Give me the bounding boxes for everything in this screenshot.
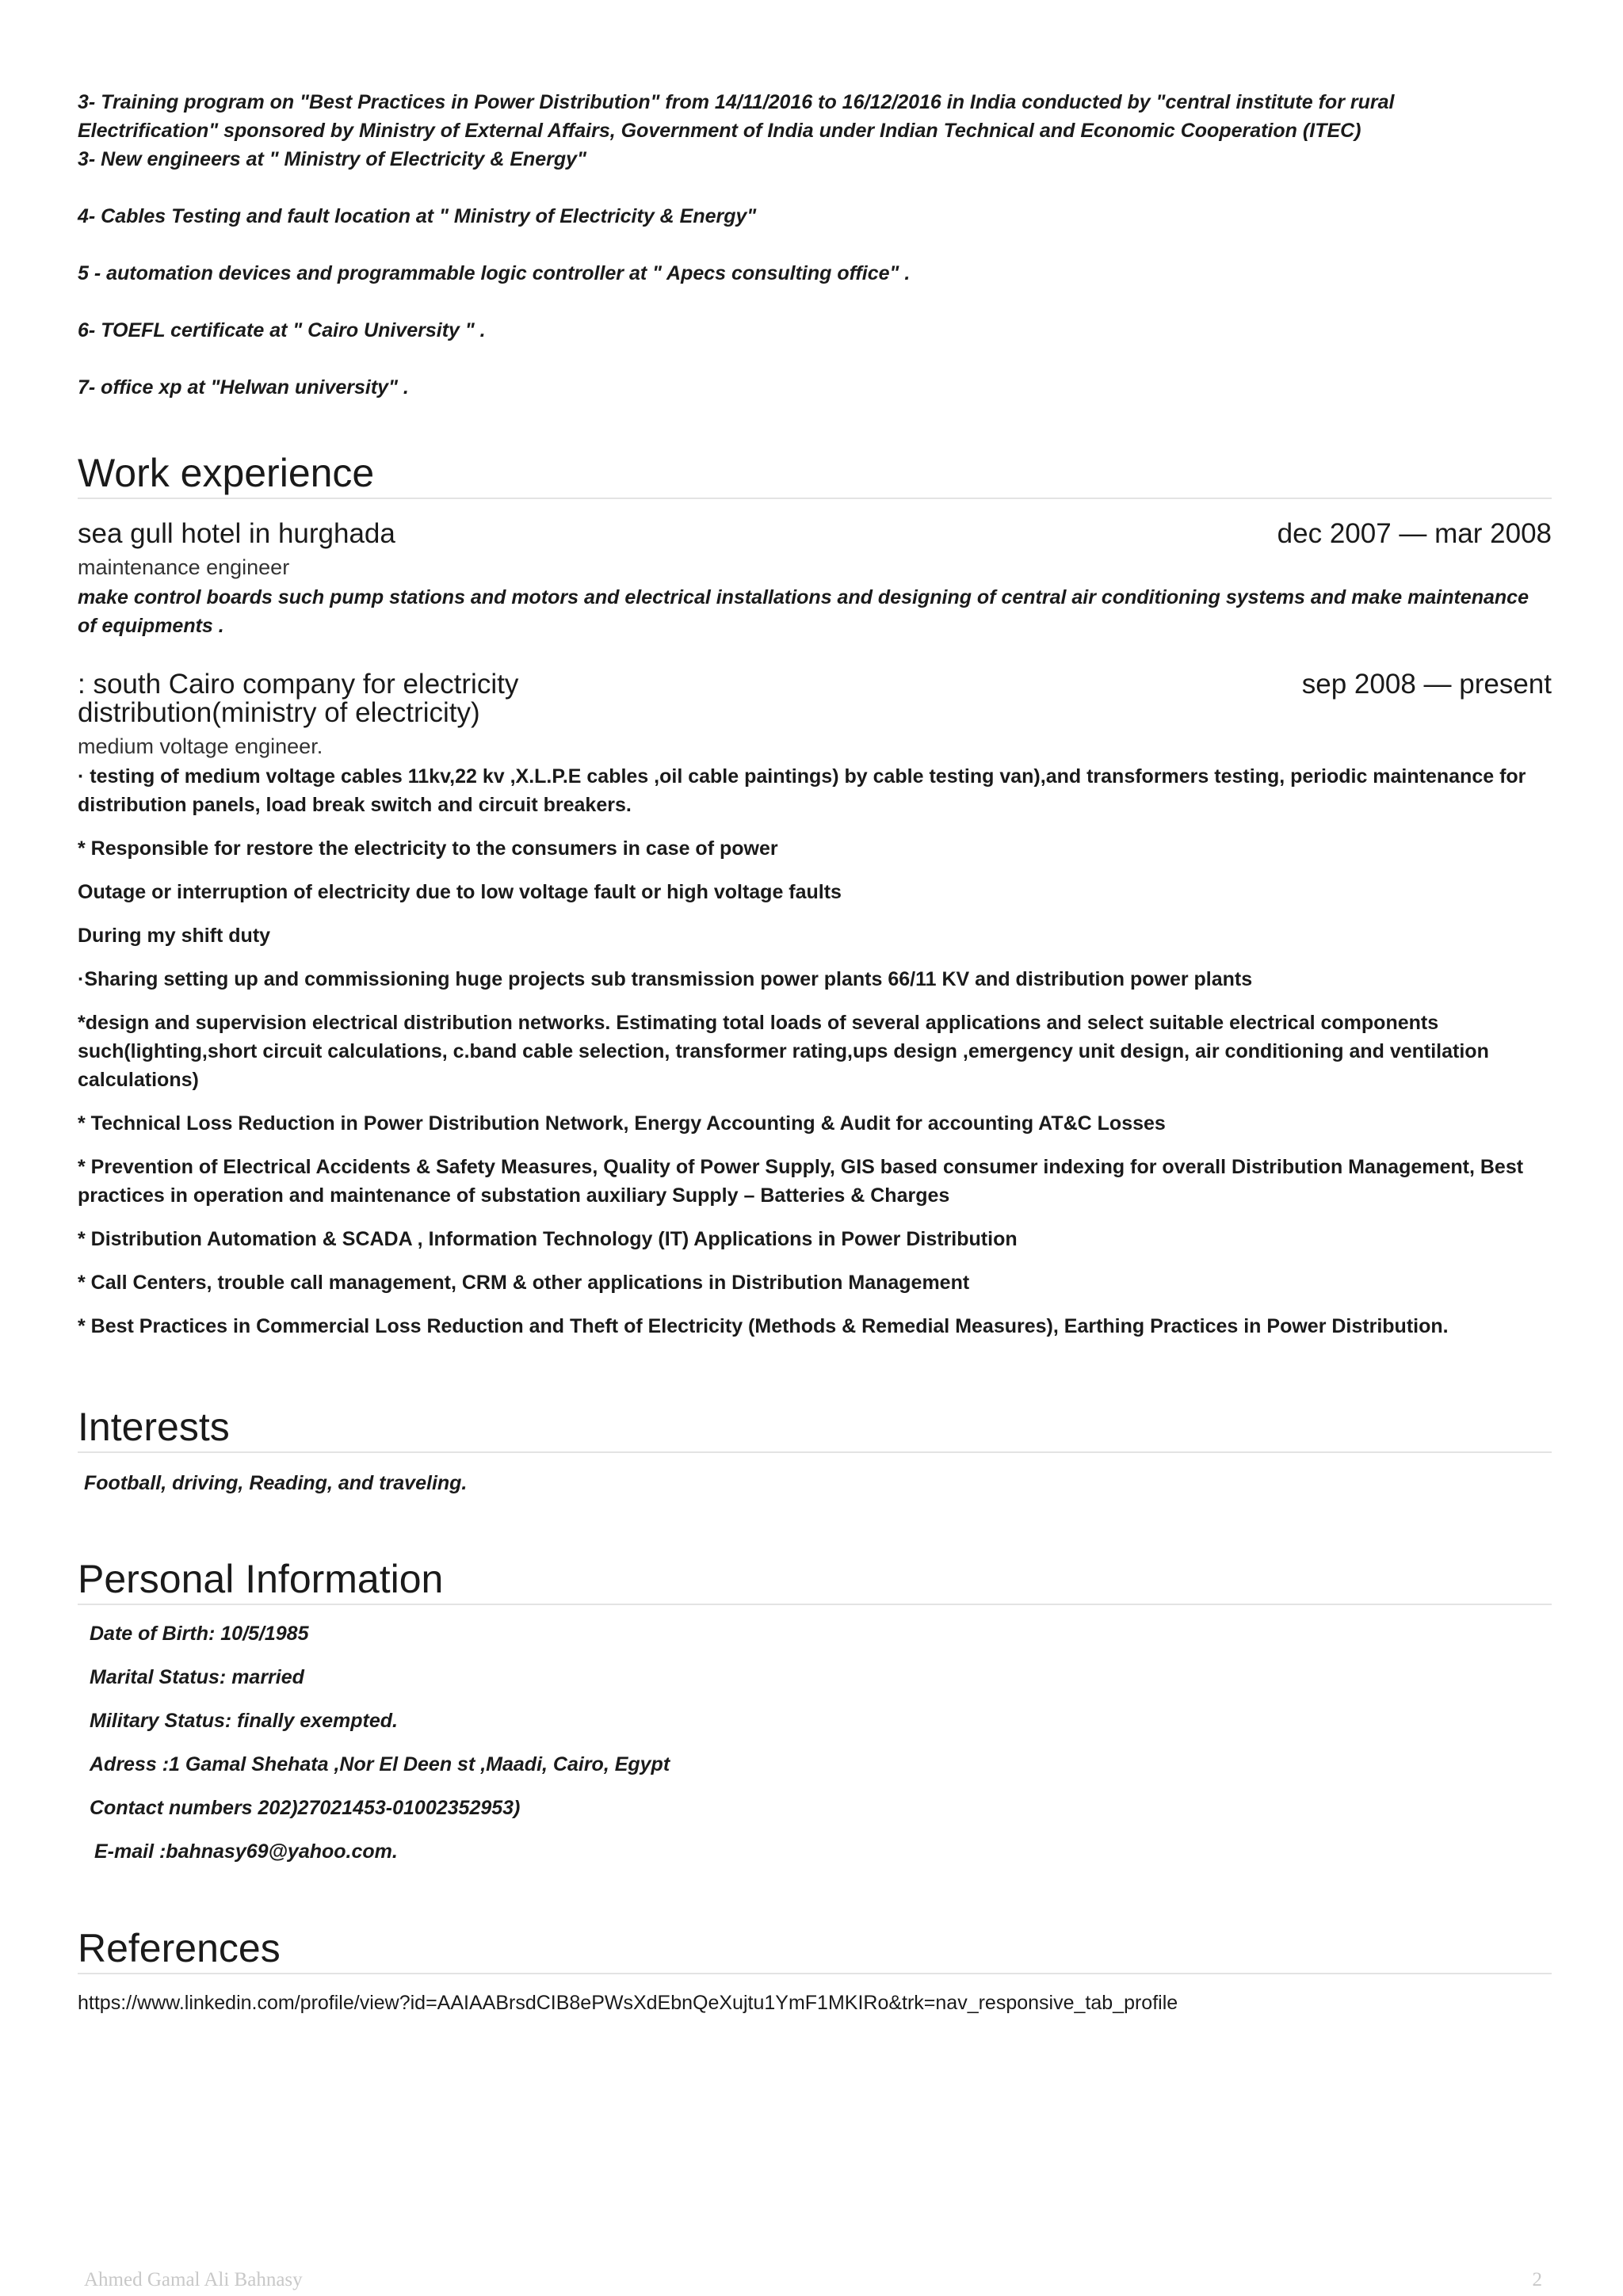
job-dates: sep 2008 — present bbox=[1301, 669, 1552, 700]
responsibility-item: ·Sharing setting up and commissioning huge projects sub transmission power plants 66/11 KV and distribution power plants bbox=[78, 968, 1253, 990]
references-section bbox=[78, 1925, 1552, 2017]
military-status: Military Status: finally exempted. bbox=[90, 1710, 398, 1732]
personal-information-section bbox=[78, 1556, 1552, 1881]
responsibility-item: * Technical Loss Reduction in Power Distribution Network, Energy Accounting & Audit for accounting AT&C Losses bbox=[78, 1112, 1166, 1135]
work-experience-section bbox=[78, 450, 1552, 1356]
job-entry bbox=[78, 520, 1552, 640]
responsibility-item: · testing of medium voltage cables 11kv,22 kv ,X.L.P.E cables ,oil cable paintings) by cable testing van),and transformers testing, periodic maintenance for distribution panels, load break switch and circuit breakers. bbox=[78, 765, 1526, 816]
email: E-mail :bahnasy69@yahoo.com. bbox=[94, 1840, 398, 1863]
responsibility-item: * Prevention of Electrical Accidents & Safety Measures, Quality of Power Supply, GIS based consumer indexing for overall Distribution Management, Best practices in operation and maintenance of substation auxiliary Supply – Batteries & Charges bbox=[78, 1156, 1524, 1207]
responsibility-item: *design and supervision electrical distribution networks. Estimating total loads of several applications and select suitable electrical components such(lighting,short circuit calculations, c.band cable selection, transformer rating,ups design ,emergency unit design, air conditioning and ventilation calculations) bbox=[78, 1012, 1489, 1091]
page-number: 2 bbox=[1532, 2269, 1542, 2290]
section-title: References bbox=[78, 1926, 281, 1970]
responsibility-item: During my shift duty bbox=[78, 925, 271, 947]
marital-status: Marital Status: married bbox=[90, 1666, 304, 1688]
job-role: medium voltage engineer. bbox=[78, 734, 323, 758]
section-title: Personal Information bbox=[78, 1557, 444, 1601]
training-item: Electrification" sponsored by Ministry of External Affairs, Government of India under Indian Technical and Economic Cooperation (ITEC) bbox=[78, 120, 1361, 142]
section-title: Interests bbox=[78, 1405, 230, 1449]
section-divider bbox=[78, 1451, 1552, 1453]
training-item: 3- New engineers at " Ministry of Electricity & Energy" bbox=[78, 148, 586, 170]
interests-text: Football, driving, Reading, and traveling. bbox=[84, 1472, 468, 1494]
responsibility-item: Outage or interruption of electricity due to low voltage fault or high voltage faults bbox=[78, 881, 842, 903]
footer-name: Ahmed Gamal Ali Bahnasy bbox=[84, 2269, 303, 2290]
training-item: 3- Training program on "Best Practices in Power Distribution" from 14/11/2016 to 16/12/2016 in India conducted by "central institute for rural bbox=[78, 91, 1395, 113]
training-item: 6- TOEFL certificate at " Cairo University " . bbox=[78, 319, 486, 341]
interests-section bbox=[78, 1404, 1552, 1497]
job-role: maintenance engineer bbox=[78, 555, 290, 579]
job-dates: dec 2007 — mar 2008 bbox=[1277, 518, 1552, 549]
job-organization bbox=[78, 670, 518, 727]
address: Adress :1 Gamal Shehata ,Nor El Deen st ,Maadi, Cairo, Egypt bbox=[90, 1753, 670, 1775]
responsibility-item: * Distribution Automation & SCADA , Information Technology (IT) Applications in Power Distribution bbox=[78, 1228, 1018, 1250]
personal-details bbox=[78, 1619, 1552, 1866]
page-footer bbox=[84, 2269, 1542, 2291]
responsibility-item: * Responsible for restore the electricity to the consumers in case of power bbox=[78, 837, 778, 860]
linkedin-profile-link[interactable]: https://www.linkedin.com/profile/view?id=AAIAABrsdCIB8ePWsXdEbnQeXujtu1YmF1MKIRo&trk=nav_responsive_tab_profile bbox=[78, 1992, 1178, 2014]
training-item: 4- Cables Testing and fault location at " Ministry of Electricity & Energy" bbox=[78, 205, 757, 227]
job-organization: sea gull hotel in hurghada bbox=[78, 518, 395, 549]
section-divider bbox=[78, 498, 1552, 499]
job-organization-line: distribution(ministry of electricity) bbox=[78, 697, 480, 728]
training-list bbox=[78, 88, 1552, 402]
contact-numbers: Contact numbers 202)27021453-01002352953) bbox=[90, 1797, 521, 1819]
responsibility-item: * Call Centers, trouble call management, CRM & other applications in Distribution Management bbox=[78, 1272, 970, 1294]
job-organization-line: : south Cairo company for electricity bbox=[78, 669, 519, 700]
job-responsibilities bbox=[78, 762, 1552, 1341]
section-title: Work experience bbox=[78, 451, 375, 495]
job-description: make control boards such pump stations and motors and electrical installations and designing of central air conditioning systems and make maintenance of equipments . bbox=[78, 586, 1529, 637]
job-entry bbox=[78, 670, 1552, 1341]
date-of-birth: Date of Birth: 10/5/1985 bbox=[90, 1623, 309, 1645]
training-item: 5 - automation devices and programmable logic controller at " Apecs consulting office" . bbox=[78, 262, 911, 284]
section-divider bbox=[78, 1973, 1552, 1974]
section-divider bbox=[78, 1604, 1552, 1605]
training-item: 7- office xp at "Helwan university" . bbox=[78, 376, 409, 399]
responsibility-item: * Best Practices in Commercial Loss Reduction and Theft of Electricity (Methods & Remedial Measures), Earthing Practices in Power Distribution. bbox=[78, 1315, 1449, 1337]
